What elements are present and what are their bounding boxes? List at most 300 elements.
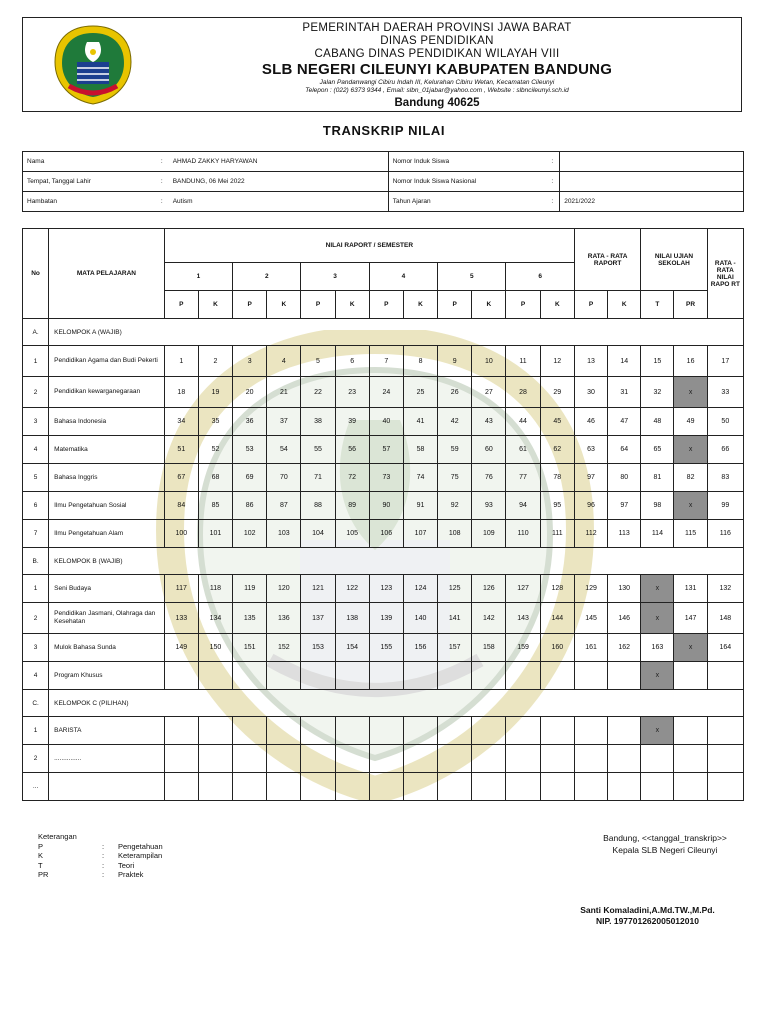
semester-score: 10 xyxy=(472,346,506,377)
semester-score: 126 xyxy=(472,575,506,603)
rata-nilai xyxy=(707,745,743,773)
semester-score xyxy=(506,773,540,801)
colon: : xyxy=(545,192,559,212)
semester-score xyxy=(164,745,198,773)
rata-k: 130 xyxy=(608,575,641,603)
row-number: 1 xyxy=(23,346,49,377)
semester-score: 28 xyxy=(506,377,540,408)
table-row xyxy=(23,634,744,662)
ujian-praktek: x xyxy=(674,377,707,408)
semester-score: 117 xyxy=(164,575,198,603)
semester-score: 137 xyxy=(301,603,335,634)
semester-score: 157 xyxy=(438,634,472,662)
semester-score: 125 xyxy=(438,575,472,603)
legend-colon: : xyxy=(102,851,105,860)
legend-item xyxy=(38,851,163,861)
col-p: P xyxy=(301,291,335,319)
semester-score xyxy=(506,717,540,745)
semester-score: 142 xyxy=(472,603,506,634)
semester-header: 5 xyxy=(438,263,506,291)
legend-value: Praktek xyxy=(118,870,144,879)
semester-score: 61 xyxy=(506,436,540,464)
rata-k: 47 xyxy=(608,408,641,436)
rata-nilai: 50 xyxy=(707,408,743,436)
table-row xyxy=(23,773,744,801)
rata-nilai xyxy=(707,773,743,801)
table-row xyxy=(23,603,744,634)
subject-name: Ilmu Pengetahuan Sosial xyxy=(49,492,165,520)
nama-label: Nama xyxy=(23,152,155,172)
semester-score xyxy=(198,717,232,745)
rata-p: 145 xyxy=(574,603,607,634)
semester-score xyxy=(164,717,198,745)
ujian-teori: 98 xyxy=(641,492,674,520)
rata-nilai: 66 xyxy=(707,436,743,464)
legend-value: Teori xyxy=(118,860,135,870)
rata-nilai: 148 xyxy=(707,603,743,634)
semester-score: 156 xyxy=(403,634,437,662)
semester-score: 119 xyxy=(233,575,267,603)
rata-p xyxy=(574,773,607,801)
nama-value: AHMAD ZAKKY HARYAWAN xyxy=(169,152,389,172)
rata-nilai: 164 xyxy=(707,634,743,662)
rata-p: 30 xyxy=(574,377,607,408)
letterhead xyxy=(22,17,742,112)
legend-value: Keterampilan xyxy=(118,851,163,860)
semester-score: 35 xyxy=(198,408,232,436)
rata-k: 97 xyxy=(608,492,641,520)
legend-key: PR xyxy=(38,870,49,879)
semester-score: 160 xyxy=(540,634,574,662)
semester-score xyxy=(403,745,437,773)
semester-score xyxy=(335,773,369,801)
semester-score: 70 xyxy=(267,464,301,492)
row-number: 1 xyxy=(23,717,49,745)
row-number: 1 xyxy=(23,575,49,603)
semester-score: 2 xyxy=(198,346,232,377)
semester-score: 151 xyxy=(233,634,267,662)
semester-score: 7 xyxy=(369,346,403,377)
signature-block xyxy=(560,832,768,856)
semester-score xyxy=(301,773,335,801)
semester-score xyxy=(233,745,267,773)
semester-score: 6 xyxy=(335,346,369,377)
semester-score: 127 xyxy=(506,575,540,603)
semester-score xyxy=(506,662,540,690)
ttl-label: Tempat, Tanggal Lahir xyxy=(23,172,155,192)
rata-p xyxy=(574,717,607,745)
semester-score: 12 xyxy=(540,346,574,377)
hambatan-value: Autism xyxy=(169,192,389,212)
semester-score: 155 xyxy=(369,634,403,662)
semester-score: 141 xyxy=(438,603,472,634)
rata-nilai: 132 xyxy=(707,575,743,603)
ujian-teori: x xyxy=(641,662,674,690)
semester-score: 139 xyxy=(369,603,403,634)
semester-score: 67 xyxy=(164,464,198,492)
semester-score: 56 xyxy=(335,436,369,464)
ujian-teori: 163 xyxy=(641,634,674,662)
subject-name: Program Khusus xyxy=(49,662,165,690)
grades-body xyxy=(23,319,744,801)
signer xyxy=(560,905,735,927)
rata-p: 97 xyxy=(574,464,607,492)
signature-place-date: Bandung, <<tanggal_transkrip>> xyxy=(603,833,727,843)
semester-score xyxy=(198,773,232,801)
semester-score: 153 xyxy=(301,634,335,662)
semester-score: 149 xyxy=(164,634,198,662)
semester-score: 159 xyxy=(506,634,540,662)
colon: : xyxy=(155,172,169,192)
semester-score: 143 xyxy=(506,603,540,634)
ujian-teori: 81 xyxy=(641,464,674,492)
rata-k: 113 xyxy=(608,520,641,548)
jawa-barat-emblem-icon xyxy=(53,24,133,106)
row-number: 4 xyxy=(23,662,49,690)
school-name: SLB NEGERI CILEUNYI KABUPATEN BANDUNG xyxy=(261,61,613,78)
semester-score xyxy=(438,717,472,745)
table-row xyxy=(23,492,744,520)
legend-key: T xyxy=(38,860,43,870)
signature-position: Kepala SLB Negeri Cileunyi xyxy=(612,845,718,855)
table-row xyxy=(23,436,744,464)
semester-score xyxy=(267,717,301,745)
rata-p: 129 xyxy=(574,575,607,603)
semester-score: 134 xyxy=(198,603,232,634)
legend-colon: : xyxy=(102,841,105,851)
rata-k: 162 xyxy=(608,634,641,662)
semester-score: 62 xyxy=(540,436,574,464)
semester-score: 105 xyxy=(335,520,369,548)
semester-score xyxy=(301,662,335,690)
header-no: No xyxy=(23,229,49,319)
ujian-teori: x xyxy=(641,603,674,634)
semester-score: 40 xyxy=(369,408,403,436)
semester-score: 60 xyxy=(472,436,506,464)
ujian-praktek xyxy=(674,717,707,745)
semester-score: 135 xyxy=(233,603,267,634)
rata-k: 80 xyxy=(608,464,641,492)
row-number: 7 xyxy=(23,520,49,548)
semester-header: 2 xyxy=(233,263,301,291)
semester-score: 25 xyxy=(403,377,437,408)
signer-name: Santi Komaladini,A.Md.TW.,M.Pd. xyxy=(580,905,715,915)
semester-score: 42 xyxy=(438,408,472,436)
legend-item xyxy=(38,870,144,880)
semester-score xyxy=(301,717,335,745)
semester-score xyxy=(198,745,232,773)
semester-score xyxy=(267,662,301,690)
semester-score: 86 xyxy=(233,492,267,520)
semester-score xyxy=(301,745,335,773)
semester-score: 78 xyxy=(540,464,574,492)
subject-name: Ilmu Pengetahuan Alam xyxy=(49,520,165,548)
semester-score: 103 xyxy=(267,520,301,548)
semester-score: 158 xyxy=(472,634,506,662)
colon: : xyxy=(545,172,559,192)
semester-score: 104 xyxy=(301,520,335,548)
semester-score: 111 xyxy=(540,520,574,548)
semester-score xyxy=(267,773,301,801)
semester-score: 23 xyxy=(335,377,369,408)
colon: : xyxy=(545,152,559,172)
letterhead-branch: CABANG DINAS PENDIDIKAN WILAYAH VIII xyxy=(314,48,560,60)
tahun-label: Tahun Ajaran xyxy=(388,192,545,212)
table-row xyxy=(23,717,744,745)
subject-name: Matematika xyxy=(49,436,165,464)
rata-nilai xyxy=(707,717,743,745)
rata-p xyxy=(574,662,607,690)
row-number: 4 xyxy=(23,436,49,464)
nisn-label: Nomor Induk Siswa Nasional xyxy=(388,172,545,192)
ujian-praktek: 131 xyxy=(674,575,707,603)
ujian-praktek: x xyxy=(674,492,707,520)
ujian-teori: 114 xyxy=(641,520,674,548)
rata-k xyxy=(608,745,641,773)
semester-score xyxy=(198,662,232,690)
col-k: K xyxy=(198,291,232,319)
grades-table xyxy=(22,228,744,801)
group-code: B. xyxy=(23,548,49,575)
semester-score xyxy=(472,717,506,745)
semester-score: 54 xyxy=(267,436,301,464)
group-code: A. xyxy=(23,319,49,346)
semester-score: 38 xyxy=(301,408,335,436)
header-nilai-raport: NILAI RAPORT / SEMESTER xyxy=(164,229,574,263)
table-row xyxy=(23,408,744,436)
rata-k: 14 xyxy=(608,346,641,377)
semester-score: 77 xyxy=(506,464,540,492)
legend-item xyxy=(38,841,163,852)
semester-score: 37 xyxy=(267,408,301,436)
table-row xyxy=(23,464,744,492)
col-k: K xyxy=(608,291,641,319)
group-row xyxy=(23,690,744,717)
school-address: Jalan Pandanwangi Cibiru Indah III, Kelurahan Cibiru Wetan, Kecamatan Cileunyi xyxy=(319,79,555,86)
semester-score: 118 xyxy=(198,575,232,603)
col-k: K xyxy=(267,291,301,319)
rata-nilai: 116 xyxy=(707,520,743,548)
rata-k xyxy=(608,773,641,801)
semester-score: 4 xyxy=(267,346,301,377)
subject-name xyxy=(49,773,165,801)
subject-name: Mulok Bahasa Sunda xyxy=(49,634,165,662)
ujian-praktek xyxy=(674,745,707,773)
semester-score: 92 xyxy=(438,492,472,520)
colon: : xyxy=(155,192,169,212)
semester-score: 55 xyxy=(301,436,335,464)
semester-score: 110 xyxy=(506,520,540,548)
semester-score: 8 xyxy=(403,346,437,377)
semester-score: 27 xyxy=(472,377,506,408)
semester-score xyxy=(233,662,267,690)
semester-score: 71 xyxy=(301,464,335,492)
ujian-teori: x xyxy=(641,717,674,745)
letterhead-department: DINAS PENDIDIKAN xyxy=(380,35,494,47)
semester-score: 150 xyxy=(198,634,232,662)
ujian-teori: 32 xyxy=(641,377,674,408)
semester-score: 133 xyxy=(164,603,198,634)
semester-score: 106 xyxy=(369,520,403,548)
rata-k xyxy=(608,662,641,690)
semester-score xyxy=(335,717,369,745)
table-row xyxy=(23,520,744,548)
semester-score: 152 xyxy=(267,634,301,662)
ujian-praktek xyxy=(674,773,707,801)
rata-k xyxy=(608,717,641,745)
subject-name: Pendidikan Agama dan Budi Pekerti xyxy=(49,346,165,377)
col-k: K xyxy=(403,291,437,319)
semester-score xyxy=(403,717,437,745)
semester-score: 52 xyxy=(198,436,232,464)
col-k: K xyxy=(472,291,506,319)
semester-score: 75 xyxy=(438,464,472,492)
col-p: P xyxy=(369,291,403,319)
rata-p: 46 xyxy=(574,408,607,436)
semester-score: 107 xyxy=(403,520,437,548)
rata-nilai: 33 xyxy=(707,377,743,408)
ujian-praktek: 82 xyxy=(674,464,707,492)
nis-value xyxy=(560,152,744,172)
semester-score: 19 xyxy=(198,377,232,408)
rata-nilai: 83 xyxy=(707,464,743,492)
semester-score: 72 xyxy=(335,464,369,492)
header-rata-raport: RATA - RATA RAPORT xyxy=(574,229,640,291)
semester-score: 109 xyxy=(472,520,506,548)
semester-header: 4 xyxy=(369,263,437,291)
semester-score: 100 xyxy=(164,520,198,548)
semester-score: 122 xyxy=(335,575,369,603)
table-row xyxy=(23,377,744,408)
semester-score: 94 xyxy=(506,492,540,520)
semester-score: 34 xyxy=(164,408,198,436)
subject-name: BARISTA xyxy=(49,717,165,745)
semester-score: 69 xyxy=(233,464,267,492)
semester-score xyxy=(335,745,369,773)
col-p: P xyxy=(164,291,198,319)
semester-score xyxy=(369,662,403,690)
semester-score: 68 xyxy=(198,464,232,492)
semester-score xyxy=(164,773,198,801)
nis-label: Nomor Induk Siswa xyxy=(388,152,545,172)
ujian-teori: 15 xyxy=(641,346,674,377)
semester-score: 108 xyxy=(438,520,472,548)
rata-p xyxy=(574,745,607,773)
tahun-value: 2021/2022 xyxy=(560,192,744,212)
col-p: P xyxy=(574,291,607,319)
rata-nilai xyxy=(707,662,743,690)
legend xyxy=(38,832,163,880)
col-pr: PR xyxy=(674,291,707,319)
legend-key: K xyxy=(38,851,44,860)
legend-item xyxy=(38,860,135,871)
colon: : xyxy=(155,152,169,172)
semester-score xyxy=(438,745,472,773)
subject-name: Bahasa Inggris xyxy=(49,464,165,492)
semester-score: 58 xyxy=(403,436,437,464)
semester-score xyxy=(403,773,437,801)
semester-score: 29 xyxy=(540,377,574,408)
ujian-praktek: 16 xyxy=(674,346,707,377)
semester-score: 84 xyxy=(164,492,198,520)
ujian-teori: 65 xyxy=(641,436,674,464)
school-city: Bandung 40625 xyxy=(394,97,480,109)
semester-score: 36 xyxy=(233,408,267,436)
semester-score: 85 xyxy=(198,492,232,520)
header-mata-pelajaran: MATA PELAJARAN xyxy=(49,229,165,319)
rata-nilai: 99 xyxy=(707,492,743,520)
semester-score xyxy=(540,773,574,801)
rata-nilai: 17 xyxy=(707,346,743,377)
ujian-praktek: 147 xyxy=(674,603,707,634)
semester-score xyxy=(472,662,506,690)
table-row xyxy=(23,346,744,377)
row-number: 2 xyxy=(23,745,49,773)
semester-score xyxy=(540,717,574,745)
hambatan-label: Hambatan xyxy=(23,192,155,212)
semester-score: 43 xyxy=(472,408,506,436)
semester-score xyxy=(233,717,267,745)
signer-nip: NIP. 197701262005012010 xyxy=(596,916,699,926)
semester-score xyxy=(369,745,403,773)
semester-score xyxy=(267,745,301,773)
semester-score: 87 xyxy=(267,492,301,520)
row-number: 3 xyxy=(23,408,49,436)
table-row xyxy=(23,575,744,603)
rata-p: 13 xyxy=(574,346,607,377)
letterhead-government: PEMERINTAH DAERAH PROVINSI JAWA BARAT xyxy=(302,22,572,34)
row-number: ... xyxy=(23,773,49,801)
semester-score: 21 xyxy=(267,377,301,408)
semester-score: 121 xyxy=(301,575,335,603)
table-row xyxy=(23,662,744,690)
col-k: K xyxy=(540,291,574,319)
ttl-value: BANDUNG, 06 Mei 2022 xyxy=(169,172,389,192)
rata-k: 64 xyxy=(608,436,641,464)
row-number: 2 xyxy=(23,603,49,634)
semester-score xyxy=(540,745,574,773)
semester-score: 91 xyxy=(403,492,437,520)
semester-score: 18 xyxy=(164,377,198,408)
semester-score xyxy=(540,662,574,690)
semester-score xyxy=(164,662,198,690)
semester-score: 59 xyxy=(438,436,472,464)
semester-score: 24 xyxy=(369,377,403,408)
col-k: K xyxy=(335,291,369,319)
semester-header: 6 xyxy=(506,263,575,291)
legend-value: Pengetahuan xyxy=(118,841,163,851)
school-contact: Telepon : (022) 6373 9344 , Email: slbn_01jabar@yahoo.com , Website : slbncileunyi.sch.id xyxy=(305,87,569,94)
subject-name: Seni Budaya xyxy=(49,575,165,603)
semester-score: 101 xyxy=(198,520,232,548)
ujian-praktek: x xyxy=(674,436,707,464)
group-name: KELOMPOK C (PILIHAN) xyxy=(49,690,744,717)
semester-score: 120 xyxy=(267,575,301,603)
subject-name: Pendidikan kewarganegaraan xyxy=(49,377,165,408)
semester-score xyxy=(369,717,403,745)
row-number: 2 xyxy=(23,377,49,408)
subject-name: Pendidikan Jasmani, Olahraga dan Kesehatan xyxy=(49,603,165,634)
semester-header: 1 xyxy=(164,263,232,291)
semester-score: 20 xyxy=(233,377,267,408)
ujian-praktek: x xyxy=(674,634,707,662)
semester-score: 128 xyxy=(540,575,574,603)
group-code: C. xyxy=(23,690,49,717)
ujian-praktek xyxy=(674,662,707,690)
col-t: T xyxy=(641,291,674,319)
semester-score: 138 xyxy=(335,603,369,634)
semester-score: 9 xyxy=(438,346,472,377)
